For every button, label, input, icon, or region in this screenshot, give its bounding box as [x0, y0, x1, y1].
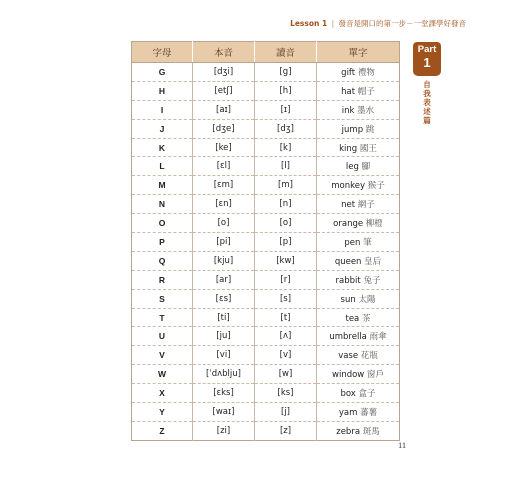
sound-ipa-cell: [o] [255, 214, 317, 233]
word-english: monkey [331, 181, 366, 192]
word-chinese: 網子 [357, 200, 375, 211]
word-chinese: 跳 [365, 124, 375, 135]
name-ipa-cell: [ke] [193, 138, 255, 157]
word-cell [317, 81, 400, 100]
sound-ipa-cell: [z] [255, 421, 317, 440]
name-ipa-cell: [vi] [193, 346, 255, 365]
col-header-word: 單字 [317, 42, 400, 63]
letter-cell: T [132, 308, 193, 327]
table-row [132, 100, 400, 119]
running-header [0, 18, 466, 29]
letter-cell: G [132, 63, 193, 82]
word-english: tea [345, 313, 360, 324]
word-cell [317, 421, 400, 440]
word-chinese: 柳橙 [365, 219, 383, 230]
table-header-row [132, 42, 400, 63]
word-english: rabbit [335, 275, 361, 286]
word-english: king [339, 143, 358, 154]
word-cell [317, 63, 400, 82]
letter-cell: J [132, 119, 193, 138]
table-row [132, 270, 400, 289]
name-ipa-cell: [ɛm] [193, 176, 255, 195]
part-title-char: 我 [423, 89, 431, 98]
sound-ipa-cell: [t] [255, 308, 317, 327]
table-row [132, 119, 400, 138]
name-ipa-cell: [ar] [193, 270, 255, 289]
part-title-vertical [421, 80, 433, 125]
table-row [132, 327, 400, 346]
word-cell [317, 384, 400, 403]
word-chinese: 盒子 [358, 389, 376, 400]
name-ipa-cell: [waɪ] [193, 403, 255, 422]
letter-cell: V [132, 346, 193, 365]
word-chinese: 皇后 [364, 256, 382, 267]
sound-ipa-cell: [r] [255, 270, 317, 289]
word-cell [317, 346, 400, 365]
word-cell [317, 119, 400, 138]
sound-ipa-cell: [m] [255, 176, 317, 195]
sound-ipa-cell: [g] [255, 63, 317, 82]
word-chinese: 茶 [361, 313, 371, 324]
word-chinese: 墨水 [357, 105, 375, 116]
table-row [132, 403, 400, 422]
letter-cell: R [132, 270, 193, 289]
sound-ipa-cell: [k] [255, 138, 317, 157]
name-ipa-cell: [ɛs] [193, 289, 255, 308]
word-english: yam [338, 407, 358, 418]
letter-cell: W [132, 365, 193, 384]
word-english: pen [344, 237, 361, 248]
word-chinese: 太陽 [358, 294, 376, 305]
word-chinese: 筆 [363, 237, 372, 248]
table-row [132, 81, 400, 100]
name-ipa-cell: [etʃ] [193, 81, 255, 100]
lesson-label: Lesson 1 [290, 19, 328, 28]
table-row [132, 214, 400, 233]
part-tab [413, 42, 441, 76]
word-english: umbrella [329, 332, 367, 343]
part-title-char: 述 [423, 107, 431, 116]
alphabet-table [131, 41, 400, 441]
part-title-char: 表 [423, 98, 431, 107]
word-english: queen [334, 256, 362, 267]
letter-cell: N [132, 195, 193, 214]
word-chinese: 國王 [359, 143, 377, 154]
table-row [132, 308, 400, 327]
letter-cell: O [132, 214, 193, 233]
word-english: hat [341, 86, 356, 97]
letter-cell: X [132, 384, 193, 403]
word-english: net [341, 200, 356, 211]
word-chinese: 帽子 [357, 86, 375, 97]
word-english: window [332, 370, 365, 381]
table-row [132, 251, 400, 270]
word-chinese: 腳 [361, 162, 371, 173]
word-chinese: 禮物 [357, 67, 375, 78]
name-ipa-cell: [ju] [193, 327, 255, 346]
letter-cell: I [132, 100, 193, 119]
col-header-letter-sound: 讀音 [255, 42, 317, 63]
word-english: vase [338, 351, 359, 362]
word-chinese: 兔子 [363, 275, 381, 286]
word-cell [317, 176, 400, 195]
table-row [132, 233, 400, 252]
sound-ipa-cell: [h] [255, 81, 317, 100]
letter-cell: M [132, 176, 193, 195]
letter-cell: H [132, 81, 193, 100]
word-cell [317, 308, 400, 327]
word-chinese: 蕃薯 [360, 407, 378, 418]
sound-ipa-cell: [dʒ] [255, 119, 317, 138]
word-cell [317, 403, 400, 422]
word-cell [317, 233, 400, 252]
sound-ipa-cell: [ʌ] [255, 327, 317, 346]
name-ipa-cell: [ti] [193, 308, 255, 327]
word-cell [317, 100, 400, 119]
name-ipa-cell: [ɛks] [193, 384, 255, 403]
word-cell [317, 214, 400, 233]
sound-ipa-cell: [n] [255, 195, 317, 214]
sound-ipa-cell: [v] [255, 346, 317, 365]
word-english: gift [341, 67, 356, 78]
sound-ipa-cell: [j] [255, 403, 317, 422]
name-ipa-cell: [dʒe] [193, 119, 255, 138]
col-header-name-sound: 本音 [193, 42, 255, 63]
sound-ipa-cell: [ks] [255, 384, 317, 403]
word-english: jump [341, 124, 364, 135]
table-row [132, 176, 400, 195]
word-chinese: 斑馬 [362, 426, 380, 437]
letter-cell: S [132, 289, 193, 308]
name-ipa-cell: [dʒi] [193, 63, 255, 82]
word-chinese: 花瓶 [360, 351, 378, 362]
col-header-letter: 字母 [132, 42, 193, 63]
table-row [132, 195, 400, 214]
word-english: ink [341, 105, 355, 116]
table-row [132, 365, 400, 384]
word-cell [317, 327, 400, 346]
word-english: sun [340, 294, 356, 305]
word-chinese: 窗戶 [366, 370, 384, 381]
table-row [132, 346, 400, 365]
table-row [132, 63, 400, 82]
sound-ipa-cell: [s] [255, 289, 317, 308]
letter-cell: Q [132, 251, 193, 270]
word-english: box [340, 389, 356, 400]
word-cell [317, 270, 400, 289]
word-cell [317, 157, 400, 176]
part-word: Part [417, 44, 437, 55]
page-number: 11 [398, 440, 407, 450]
table-row [132, 421, 400, 440]
word-english: leg [345, 162, 359, 173]
table-row [132, 289, 400, 308]
sound-ipa-cell: [p] [255, 233, 317, 252]
word-cell [317, 365, 400, 384]
table-row [132, 138, 400, 157]
name-ipa-cell: [zi] [193, 421, 255, 440]
word-cell [317, 289, 400, 308]
table-row [132, 384, 400, 403]
word-chinese: 猴子 [367, 181, 385, 192]
name-ipa-cell: [ɛl] [193, 157, 255, 176]
letter-cell: P [132, 233, 193, 252]
name-ipa-cell: [o] [193, 214, 255, 233]
name-ipa-cell: [ɛn] [193, 195, 255, 214]
sound-ipa-cell: [ɪ] [255, 100, 317, 119]
word-cell [317, 251, 400, 270]
sound-ipa-cell: [kw] [255, 251, 317, 270]
word-cell [317, 195, 400, 214]
letter-cell: U [132, 327, 193, 346]
letter-cell: Z [159, 425, 165, 436]
header-separator: | [331, 19, 335, 28]
name-ipa-cell: [ˈdʌblju] [193, 365, 255, 384]
name-ipa-cell: [pi] [193, 233, 255, 252]
name-ipa-cell: [aɪ] [193, 100, 255, 119]
sound-ipa-cell: [w] [255, 365, 317, 384]
letter-cell: L [132, 157, 193, 176]
table-row [132, 157, 400, 176]
name-ipa-cell: [kju] [193, 251, 255, 270]
word-chinese: 雨傘 [369, 332, 387, 343]
part-title-char: 篇 [423, 116, 431, 125]
word-english: zebra [336, 426, 361, 437]
sound-ipa-cell: [l] [255, 157, 317, 176]
part-title-char: 自 [423, 80, 431, 89]
lesson-subtitle: 發音是開口的第一步－一堂課學好發音 [338, 19, 466, 28]
letter-cell: K [132, 138, 193, 157]
word-cell [317, 138, 400, 157]
letter-cell: Y [132, 403, 193, 422]
part-number: 1 [423, 55, 431, 70]
word-english: orange [333, 219, 364, 230]
